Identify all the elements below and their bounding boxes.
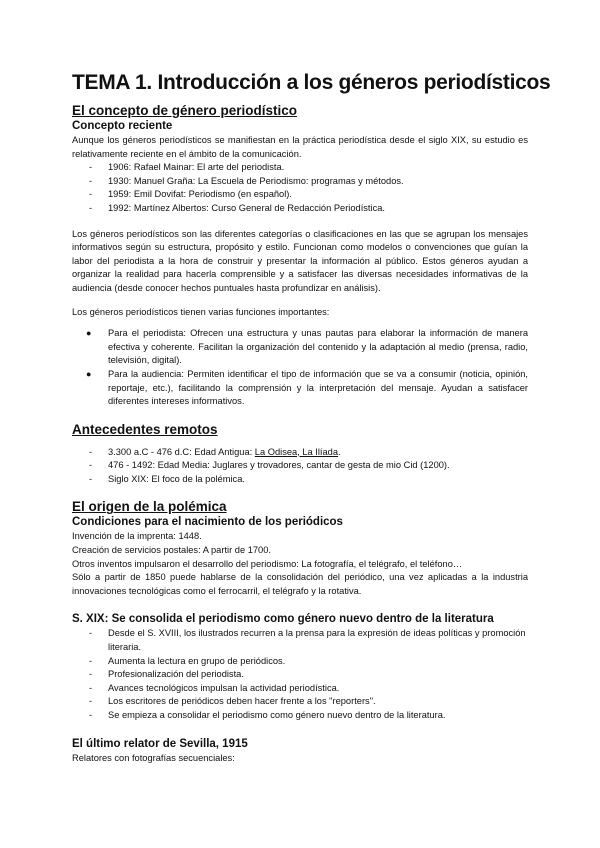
works-link[interactable]: La Odisea, La Ilíada bbox=[254, 446, 339, 457]
paragraph-definition: Los géneros periodísticos son las diferentes categorías o clasificaciones en las que se agrupan los mensajes informativos según su estructura, propósito y estilo. Funcionan como modelos o convenciones que guían la labor del periodista a la hora de construir y presentar la información al público. Estos géneros ayudan a organizar la realidad para hacerla comprensible y a satisfacer las diversas necesidades informativas de la audiencia (desde conocer hechos puntuales hasta profundizar en análisis). bbox=[72, 228, 528, 293]
subheading-concepto-reciente: Concepto reciente bbox=[72, 120, 173, 132]
list-item: - 1959: Emil Dovifat: Periodismo (en español). bbox=[72, 188, 528, 202]
subheading-ultimo-relator: El último relator de Sevilla, 1915 bbox=[72, 737, 248, 750]
dash-marker: - bbox=[89, 175, 93, 186]
document-title: TEMA 1. Introducción a los géneros periodísticos bbox=[72, 71, 551, 94]
subheading-condiciones: Condiciones para el nacimiento de los periódicos bbox=[72, 516, 343, 529]
text-line: Invención de la imprenta: 1448. bbox=[72, 531, 202, 542]
text-line: Relatores con fotografías secuenciales: bbox=[72, 752, 235, 763]
section-heading-antecedentes: Antecedentes remotos bbox=[72, 421, 218, 437]
list-item: - Siglo XIX: El foco de la polémica. bbox=[72, 473, 528, 487]
list-item: ● Para la audiencia: Permiten identificar el tipo de información que se va a consumir (noticia, opinión, reportaje, etc.), facilitando la comprensión y la interpretación del mensaje. Ayudan a satisfacer diferentes intereses informativos. bbox=[86, 368, 528, 407]
paragraph-functions-intro: Los géneros periodísticos tienen varias funciones importantes: bbox=[72, 306, 330, 317]
list-item: - Desde el S. XVIII, los ilustrados recurren a la prensa para la expresión de ideas políticas y promoción literaria. bbox=[89, 628, 526, 653]
list-antecedentes bbox=[72, 446, 528, 487]
paragraph-intro: Aunque los géneros periodísticos se manifiestan en la práctica periodística desde el siglo XIX, su estudio es relativamente reciente en el ámbito de la comunicación. bbox=[72, 135, 528, 159]
list-item: - Profesionalización del periodista. bbox=[72, 668, 528, 682]
list-item: - Avances tecnológicos impulsan la actividad periodística. bbox=[72, 682, 528, 696]
list-siglo-xix bbox=[72, 627, 528, 722]
list-item: - 1906: Rafael Mainar: El arte del periodista. bbox=[72, 161, 528, 175]
dash-marker: - bbox=[89, 473, 93, 484]
dash-marker: - bbox=[89, 189, 93, 200]
bullet-marker: ● bbox=[86, 328, 92, 339]
dash-marker: - bbox=[89, 682, 93, 693]
list-item: - Se empieza a consolidar el periodismo como género nuevo dentro de la literatura. bbox=[72, 709, 528, 723]
bullet-marker: ● bbox=[86, 368, 92, 379]
list-item: - Los escritores de periódicos deben hacer frente a los "reporters". bbox=[72, 695, 528, 709]
list-item: - Aumenta la lectura en grupo de periódicos. bbox=[72, 655, 528, 669]
dash-marker: - bbox=[89, 446, 93, 457]
list-item: - 1992: Martínez Albertos: Curso General de Redacción Periodística. bbox=[72, 202, 528, 216]
text-line: Otros inventos impulsaron el desarrollo del periodismo: La fotografía, el telégrafo, el teléfono… bbox=[72, 558, 463, 569]
dash-marker: - bbox=[89, 710, 93, 720]
dash-marker: - bbox=[89, 460, 93, 471]
paragraph-consolidation: Sólo a partir de 1850 puede hablarse de la consolidación del periódico, una vez aplicadas a la industria innovaciones tecnológicas como el ferrocarril, el telégrafo y la rotativa. bbox=[72, 572, 528, 596]
list-item: - 1930: Manuel Graña: La Escuela de Periodismo: programas y métodos. bbox=[72, 175, 528, 189]
text-line: Creación de servicios postales: A partir de 1700. bbox=[72, 545, 271, 556]
section-heading-concepto: El concepto de género periodístico bbox=[72, 103, 298, 118]
dash-marker: - bbox=[89, 202, 93, 213]
subheading-siglo-xix: S. XIX: Se consolida el periodismo como género nuevo dentro de la literatura bbox=[72, 613, 494, 626]
dash-marker: - bbox=[89, 696, 93, 707]
dash-marker: - bbox=[89, 655, 93, 666]
dash-marker: - bbox=[89, 669, 93, 680]
document-page bbox=[72, 70, 551, 765]
section-heading-origen: El origen de la polémica bbox=[72, 499, 227, 515]
list-item: - 3.300 a.C - 476 d.C: Edad Antigua: La Odisea, La Ilíada. bbox=[72, 446, 528, 460]
dash-marker: - bbox=[89, 162, 93, 173]
list-historical-works bbox=[72, 161, 528, 215]
list-item: ● Para el periodista: Ofrecen una estructura y unas pautas para elaborar la información de manera efectiva y coherente. Facilitan la organización del contenido y la adaptación al medio (prensa, radio, televisión, digital). bbox=[86, 328, 528, 366]
list-functions bbox=[72, 327, 528, 409]
list-item: - 476 - 1492: Edad Media: Juglares y trovadores, cantar de gesta de mio Cid (1200). bbox=[72, 459, 528, 473]
dash-marker: - bbox=[89, 628, 93, 639]
